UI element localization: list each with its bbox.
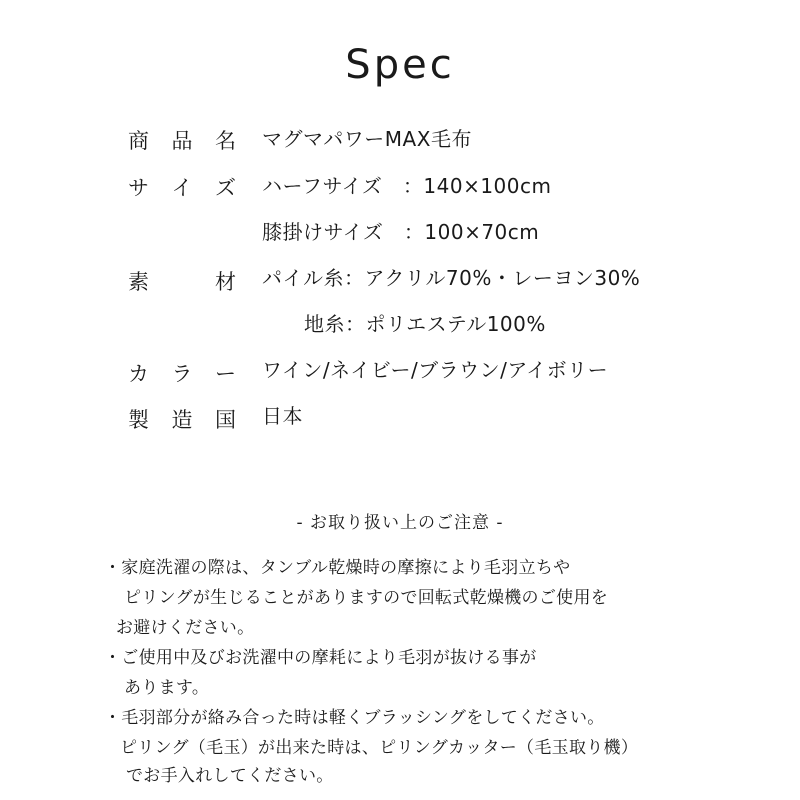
value-product-name: マグマパワーMAX毛布 [262,127,472,151]
label-char: 商 [128,129,149,153]
label-char: 製 [128,408,149,432]
value-size-knee: 膝掛けサイズ ：100×70cm [262,220,540,244]
note-line: ・毛羽部分が絡み合った時は軽くブラッシングをしてください。 [104,708,605,728]
label-char: サ [128,176,149,200]
label-char: 素 [128,270,149,294]
page-title: Spec [345,42,455,88]
value-material-base: 地糸：ポリエステル100% [304,312,546,336]
note-line: ピリング（毛玉）が出来た時は、ピリングカッター（毛玉取り機） [120,738,639,758]
label-char: 材 [215,270,236,294]
note-line: あります。 [124,678,210,698]
label-product-name [128,127,236,155]
note-line: でお手入れしてください。 [126,766,334,786]
label-char: ラ [171,362,193,386]
value-size-half: ハーフサイズ ：140×100cm [262,174,552,198]
label-char: 国 [215,408,236,432]
label-char: ズ [215,176,236,200]
note-line: ・家庭洗濯の際は、タンブル乾燥時の摩擦により毛羽立ちや [104,558,571,578]
label-size [128,174,236,202]
label-char: 造 [171,408,193,432]
note-line: お避けください。 [116,618,255,638]
notes-heading: - お取り扱い上のご注意 - [296,513,504,533]
label-material [128,268,236,296]
value-material-pile: パイル糸：アクリル70%・レーヨン30% [262,266,641,290]
note-line: ピリングが生じることがありますので回転式乾燥機のご使用を [124,588,609,608]
label-char: イ [171,176,193,200]
note-line: ・ご使用中及びお洗濯中の摩耗により毛羽が抜ける事が [104,648,537,668]
label-color [128,360,236,388]
value-color: ワイン/ネイビー/ブラウン/アイボリー [262,358,609,382]
label-char: カ [128,362,149,386]
label-origin [128,406,236,434]
label-char: 品 [171,129,193,153]
value-origin: 日本 [262,404,303,428]
label-char: 名 [215,129,236,153]
label-char: ー [215,362,236,386]
